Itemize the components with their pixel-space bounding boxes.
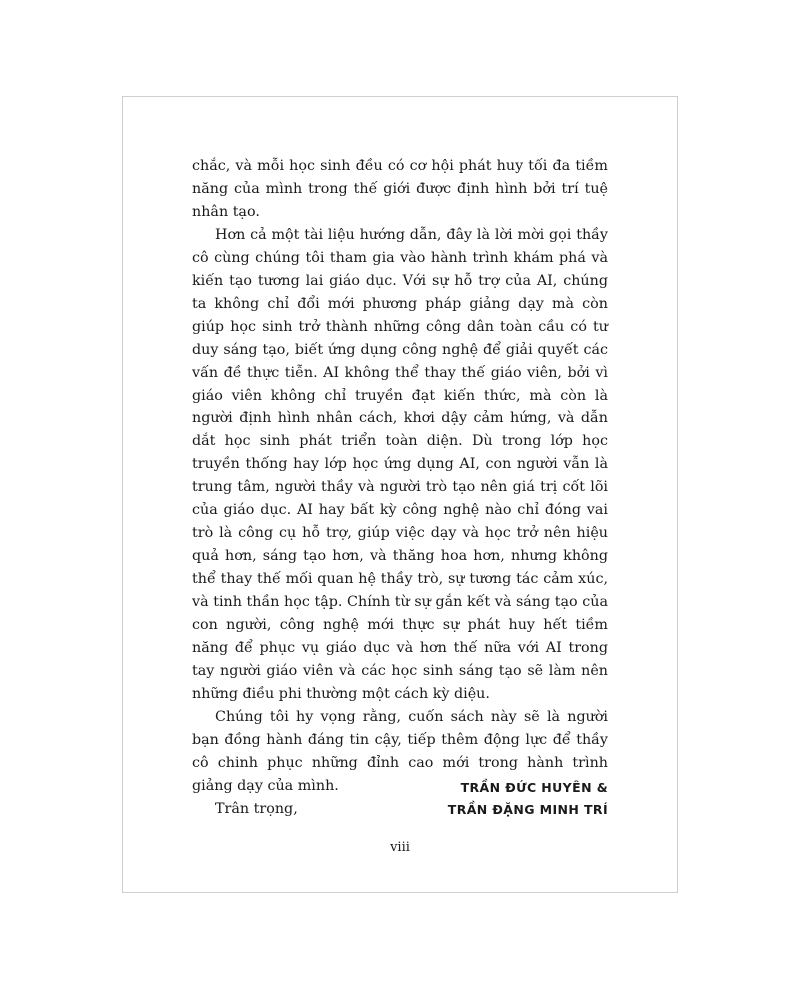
paragraph-continuation: chắc, và mỗi học sinh đều có cơ hội phát huy tối đa tiềm năng của mình trong thế giới được định hình bởi trí tuệ nhân tạo. xyxy=(192,158,608,220)
body-text xyxy=(192,155,608,821)
paragraph-closing: Chúng tôi hy vọng rằng, cuốn sách này sẽ là người bạn đồng hành đáng tin cậy, tiếp thêm động lực để thầy cô chinh phục những đỉnh cao mới trong hành trình giảng dạy của mình. xyxy=(192,708,608,794)
page-number: viii xyxy=(390,840,410,855)
author-line-2: TRẦN ĐẶNG MINH TRÍ xyxy=(447,802,608,817)
author-signature xyxy=(448,777,608,821)
salutation: Trân trọng, xyxy=(215,800,298,817)
author-line-1: TRẦN ĐỨC HUYÊN & xyxy=(460,780,608,795)
paragraph-main: Hơn cả một tài liệu hướng dẫn, đây là lời mời gọi thầy cô cùng chúng tôi tham gia vào hành trình khám phá và kiến tạo tương lai giáo dục. Với sự hỗ trợ của AI, chúng ta không chỉ đổi mới phương pháp giảng dạy mà còn giúp học sinh trở thành những công dân toàn cầu có tư duy sáng tạo, biết ứng dụng công nghệ để giải quyết các vấn đề thực tiễn. AI không thể thay thế giáo viên, bởi vì giáo viên không chỉ truyền đạt kiến thức, mà còn là người định hình nhân cách, khơi dậy cảm hứng, và dẫn dắt học sinh phát triển toàn diện. Dù trong lớp học truyền thống hay lớp học ứng dụng AI, con người vẫn là trung tâm, người thầy và người trò tạo nên giá trị cốt lõi của giáo dục. AI hay bất kỳ công nghệ nào chỉ đóng vai trò là công cụ hỗ trợ, giúp việc dạy và học trở nên hiệu quả hơn, sáng tạo hơn, và thăng hoa hơn, nhưng không thể thay thế mối quan hệ thầy trò, sự tương tác cảm xúc, và tinh thần học tập. Chính từ sự gắn kết và sáng tạo của con người, công nghệ mới thực sự phát huy hết tiềm năng để phục vụ giáo dục và hơn thế nữa với AI trong tay người giáo viên và các học sinh sáng tạo sẽ làm nên những điều phi thường một cách kỳ diệu. xyxy=(192,226,608,702)
